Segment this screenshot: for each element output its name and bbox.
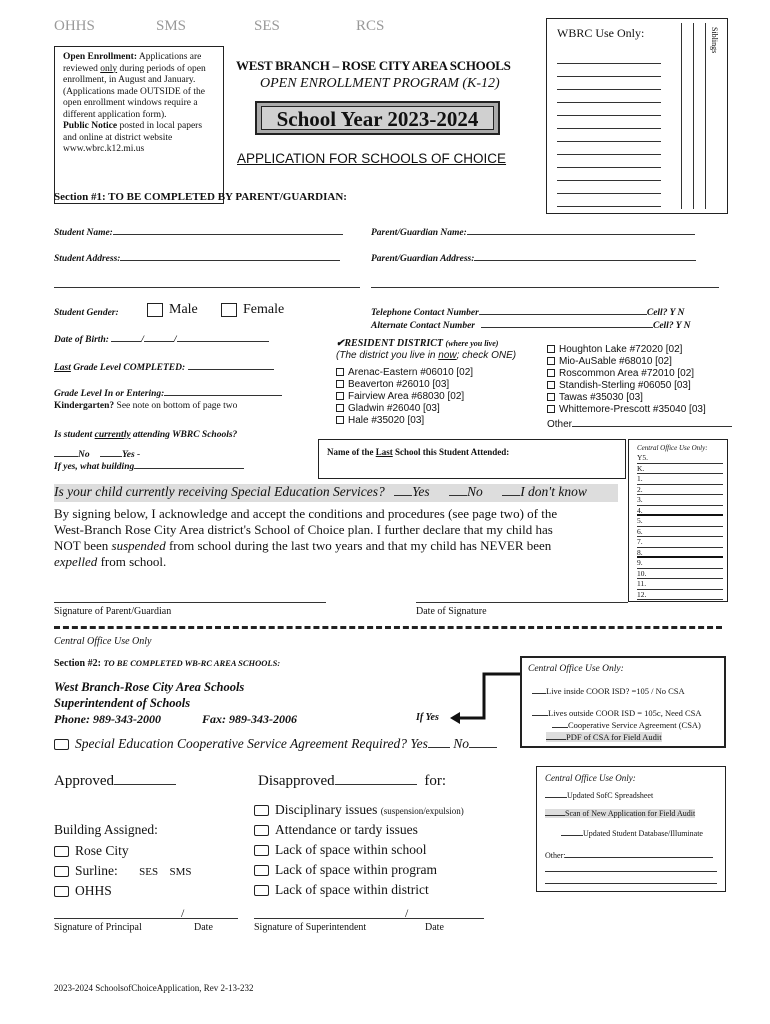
approved-row (54, 773, 176, 790)
district-option[interactable]: Gladwin #26040 [03] (336, 403, 473, 415)
resident-note-now: now (438, 350, 457, 361)
district-checkbox[interactable] (547, 381, 555, 389)
if-yes-building-label: If yes, what building (54, 462, 135, 472)
attending-currently: currently (94, 430, 131, 440)
dob-day-field[interactable] (144, 341, 174, 342)
office-item: Updated Student Database/Illuminate (561, 829, 703, 838)
phone-label: Telephone Contact Number (371, 308, 479, 318)
other-district-label: Other (547, 419, 573, 430)
wbrc-use-only-box (546, 18, 728, 214)
grade-line[interactable]: 5. (637, 516, 723, 527)
parent-address-row (371, 254, 696, 264)
section-separator (54, 626, 722, 629)
approved-field[interactable] (114, 784, 176, 785)
reason-checkbox[interactable] (254, 845, 269, 856)
disapproval-reasons (254, 802, 524, 902)
wbrc-label: WBRC Use Only: (557, 26, 645, 40)
open-enrollment-box (54, 46, 224, 204)
reason-checkbox[interactable] (254, 865, 269, 876)
office-item-field[interactable] (545, 797, 567, 798)
grade-line[interactable]: 3. (637, 495, 723, 506)
kindergarten-row (54, 401, 237, 411)
female-label: Female (243, 302, 285, 317)
last-school-box[interactable] (318, 439, 626, 479)
district-option[interactable]: Beaverton #26010 [03] (336, 379, 473, 391)
last-grade-label: Grade Level COMPLETED: (73, 363, 186, 373)
section2-title-row (54, 658, 280, 669)
coor-outside-row: Lives outside COOR ISD = 105c, Need CSA (532, 708, 702, 718)
coor-pdf-row: PDF of CSA for Field Audit (546, 732, 662, 742)
coor-inside-row: Live inside COOR ISD? =105 / No CSA (532, 686, 685, 696)
office-item: Scan of New Application for Field Audit (545, 809, 695, 818)
parent-name-field[interactable] (467, 234, 695, 235)
disapproved-label: Disapproved (258, 773, 335, 789)
sped-yes-field[interactable] (394, 495, 412, 496)
grade-line[interactable]: 7. (637, 537, 723, 548)
district-checkbox[interactable] (336, 368, 344, 376)
grade-entering-field[interactable] (164, 395, 282, 396)
district-option[interactable]: Arenac-Eastern #06010 [02] (336, 367, 473, 379)
district-option[interactable]: Hale #35020 [03] (336, 415, 473, 427)
resident-note1: (The district you live in (336, 350, 436, 361)
district-checkbox[interactable] (336, 416, 344, 424)
central-grades-title: Central Office Use Only: (637, 444, 708, 452)
coor-csa-row: Cooperative Service Agreement (CSA) (552, 720, 701, 730)
dob-label: Date of Birth: (54, 335, 109, 345)
attending-no-label: No (78, 450, 90, 460)
student-name-field[interactable] (113, 234, 343, 235)
grade-line[interactable]: 4. (637, 506, 723, 517)
ohhs-checkbox[interactable] (54, 886, 69, 897)
school-ses: SES (254, 18, 280, 34)
acknowledgement-text: By signing below, I acknowledge and accept the conditions and procedures (see page two) of the West-Branch Rose City Area district's School of Choice plan. I further declare that my child has NOT been suspended from school during the last two years and that my child has NEVER been expelled from school. (54, 506, 558, 569)
other-district-field[interactable] (572, 426, 732, 427)
csa-yes-field[interactable] (428, 747, 450, 748)
coor-box (520, 656, 726, 748)
district-title: WEST BRANCH – ROSE CITY AREA SCHOOLS (236, 58, 511, 73)
surline-checkbox[interactable] (54, 866, 69, 877)
superintendent-signature-label: Signature of Superintendent (254, 922, 367, 933)
student-name-label: Student Name: (54, 228, 113, 238)
sped-no-label: No (467, 484, 483, 499)
grade-line[interactable]: Y5. (637, 453, 723, 464)
gender-label: Student Gender: (54, 308, 119, 318)
disapproved-row (258, 773, 446, 790)
district-option[interactable]: Standish-Sterling #06050 [03] (547, 380, 706, 392)
grade-line[interactable]: 6. (637, 527, 723, 538)
footer-text: 2023-2024 SchoolsofChoiceApplication, Rev 2-13-232 (54, 983, 254, 993)
program-title: OPEN ENROLLMENT PROGRAM (K-12) (260, 76, 500, 91)
other-district-row (547, 419, 732, 430)
office-other-row: Other: (545, 851, 713, 860)
school-year-title: School Year 2023-2024 (261, 106, 494, 130)
coor-pdf-field[interactable] (546, 739, 566, 740)
surline-ses: SES (139, 866, 159, 878)
districts-left (336, 367, 473, 427)
open-enrollment-only: only (100, 63, 118, 74)
if-yes-building-row (54, 462, 244, 472)
district-checkbox[interactable] (547, 405, 555, 413)
siblings-label: Siblings (710, 27, 719, 54)
section2-title: Section #2: (54, 658, 101, 669)
reason-option[interactable]: Lack of space within district (254, 882, 524, 902)
grade-line[interactable]: 1. (637, 474, 723, 485)
student-address-row (54, 254, 340, 264)
resident-note (336, 350, 516, 361)
approved-label: Approved (54, 773, 114, 789)
sped-no-field[interactable] (449, 495, 467, 496)
grade-entering-label: Grade Level In or Entering: (54, 389, 165, 399)
building-ohhs[interactable]: OHHS (54, 883, 112, 899)
resident-note2: ; check ONE) (456, 350, 517, 361)
phone-field[interactable] (479, 314, 647, 315)
dob-year-field[interactable] (177, 341, 269, 342)
parent-address-field[interactable] (474, 260, 696, 261)
dob-month-field[interactable] (111, 341, 141, 342)
last-grade-underlined: Last (54, 363, 71, 373)
district-checkbox[interactable] (336, 392, 344, 400)
district-checkbox[interactable] (547, 369, 555, 377)
last-grade-row (54, 363, 274, 373)
disapproved-for: for: (424, 773, 447, 789)
principal-signature-line[interactable] (54, 918, 238, 919)
grade-line[interactable]: 11. (637, 579, 723, 590)
alt-phone-row (371, 321, 690, 331)
signature-date-label: Date of Signature (416, 606, 487, 617)
grade-line[interactable]: 12. (637, 590, 723, 601)
sped-idk-field[interactable] (502, 495, 520, 496)
surline-sms: SMS (169, 866, 192, 878)
district-option[interactable]: Roscommon Area #72010 [02] (547, 368, 706, 380)
attending-yes-label: Yes - (122, 450, 141, 460)
last-school-label: Name of the Last School this Student Attended: (327, 447, 510, 457)
grade-line[interactable]: 2. (637, 485, 723, 496)
office-other-line[interactable] (545, 883, 717, 884)
parent-signature-line[interactable] (54, 602, 326, 603)
if-yes-building-field[interactable] (134, 468, 244, 469)
building-rose-city[interactable]: Rose City (54, 843, 129, 859)
office-item: Updated SofC Spreadsheet (545, 791, 653, 800)
phone-row (371, 308, 684, 318)
central-office-use-only-label: Central Office Use Only (54, 636, 152, 647)
gender-male-option[interactable] (147, 302, 198, 318)
alt-cell-yn: Cell? Y N (652, 321, 691, 331)
district-checkbox[interactable] (547, 345, 555, 353)
reason-option[interactable]: Attendance or tardy issues (254, 822, 524, 842)
coor-outside-field[interactable] (532, 715, 548, 716)
section2-phone: Phone: 989-343-2000 (54, 712, 161, 726)
public-notice-text: posted in local papers and online at district website www.wbrc.k12.mi.us (63, 121, 203, 154)
reason-checkbox[interactable] (254, 805, 269, 816)
section2-superintendent: Superintendent of Schools (54, 696, 191, 710)
dob-row: Date of Birth: / / (54, 335, 269, 345)
reason-option[interactable]: Disciplinary issues (suspension/expulsion) (254, 802, 524, 822)
attending-yes-field[interactable] (100, 456, 122, 457)
central-grades-list (637, 453, 723, 600)
school-rcs: RCS (356, 18, 385, 34)
reason-checkbox[interactable] (254, 885, 269, 896)
office-item-field[interactable] (561, 835, 583, 836)
section1-title: Section #1: TO BE COMPLETED BY PARENT/GUARDIAN: (54, 191, 347, 203)
parent-name-row (371, 228, 695, 238)
principal-date-label: Date (194, 922, 213, 933)
female-checkbox[interactable] (221, 303, 237, 317)
district-checkbox[interactable] (547, 357, 555, 365)
office-use-title: Central Office Use Only: (545, 773, 636, 783)
resident-district-title: ✔RESIDENT DISTRICT (where you live) (336, 338, 499, 349)
district-option[interactable]: Mio-AuSable #68010 [02] (547, 356, 706, 368)
male-checkbox[interactable] (147, 303, 163, 317)
parent-signature-label: Signature of Parent/Guardian (54, 606, 172, 617)
gender-female-option[interactable] (221, 302, 284, 318)
csa-question: Special Education Cooperative Service Agreement Required? Yes (75, 736, 428, 751)
attending-q1: Is student (54, 430, 93, 440)
last-grade-field[interactable] (188, 369, 274, 370)
student-address-label: Student Address: (54, 254, 121, 264)
building-assigned-label: Building Assigned: (54, 822, 158, 837)
csa-checkbox[interactable] (54, 739, 69, 750)
office-other-line[interactable] (545, 871, 717, 872)
grade-line[interactable]: 10. (637, 569, 723, 580)
alt-phone-field[interactable] (481, 327, 653, 328)
sped-yes-label: Yes (412, 484, 430, 499)
coor-inside-field[interactable] (532, 693, 546, 694)
building-surline[interactable]: Surline: SES SMS (54, 863, 192, 879)
district-checkbox[interactable] (336, 404, 344, 412)
parent-name-label: Parent/Guardian Name: (371, 228, 467, 238)
resident-paren: (where you live) (445, 339, 499, 348)
rose-city-checkbox[interactable] (54, 846, 69, 857)
school-sms: SMS (156, 18, 187, 34)
student-address-line2[interactable] (54, 287, 360, 288)
csa-no-field[interactable] (469, 747, 497, 748)
school-year-box (255, 101, 500, 135)
superintendent-signature-line[interactable] (254, 918, 484, 919)
open-enrollment-text2: during periods of open enrollment, in August and January. (Applications made OUTSIDE of the open enrollment windows require a different application form). (63, 63, 206, 120)
section2-district-name: West Branch-Rose City Area Schools (54, 680, 245, 694)
grade-entering-row (54, 389, 282, 399)
alt-phone-label: Alternate Contact Number (371, 321, 475, 331)
parent-address-line2[interactable] (371, 287, 719, 288)
section2-fax: Fax: 989-343-2006 (202, 712, 297, 726)
grade-line[interactable]: 9. (637, 558, 723, 569)
principal-signature-label: Signature of Principal (54, 922, 142, 933)
kindergarten-label: Kindergarten? (54, 401, 115, 411)
section2-title-rest: TO BE COMPLETED WB-RC AREA SCHOOLS: (103, 658, 281, 668)
attending-no-field[interactable] (54, 456, 78, 457)
disapproved-field[interactable] (335, 784, 417, 785)
office-use-box (536, 766, 726, 892)
attending-answers (54, 450, 140, 460)
attending-q2: attending WBRC Schools? (132, 430, 238, 440)
wbrc-lines (557, 51, 661, 207)
kindergarten-note: See note on bottom of page two (116, 401, 238, 411)
superintendent-date-label: Date (425, 922, 444, 933)
application-title: APPLICATION FOR SCHOOLS OF CHOICE (237, 151, 507, 166)
districts-right (547, 344, 706, 416)
csa-row (54, 736, 497, 752)
student-name-row (54, 228, 343, 238)
student-address-field[interactable] (120, 260, 340, 261)
cell-yn: Cell? Y N (646, 308, 685, 318)
csa-no-label: No (453, 736, 470, 751)
public-notice-title: Public Notice (63, 121, 118, 131)
district-option[interactable]: Whittemore-Prescott #35040 [03] (547, 404, 706, 416)
office-item-field[interactable] (545, 815, 565, 816)
male-label: Male (169, 302, 198, 317)
attending-question (54, 430, 237, 440)
open-enrollment-title: Open Enrollment: (63, 52, 137, 62)
arrow-icon (448, 670, 524, 726)
district-option[interactable]: Houghton Lake #72020 [02] (547, 344, 706, 356)
sped-row (54, 484, 587, 500)
sped-question: Is your child currently receiving Special Education Services? (54, 484, 385, 499)
central-grades-box (628, 439, 728, 602)
if-yes-label: If Yes (416, 712, 439, 723)
district-option[interactable]: Tawas #35030 [03] (547, 392, 706, 404)
open-enrollment-text1: Applications are reviewed (63, 52, 202, 74)
sped-idk-label: I don't know (520, 484, 587, 499)
grade-line[interactable]: K. (637, 464, 723, 475)
coor-title: Central Office Use Only: (528, 664, 624, 674)
resident-title: RESIDENT DISTRICT (344, 338, 444, 349)
reason-option[interactable]: Lack of space within school (254, 842, 524, 862)
grade-line[interactable]: 8. (637, 548, 723, 559)
office-other-field[interactable] (565, 857, 713, 858)
coor-csa-field[interactable] (552, 727, 568, 728)
reason-checkbox[interactable] (254, 825, 269, 836)
reason-option[interactable]: Lack of space within program (254, 862, 524, 882)
school-ohhs: OHHS (54, 18, 95, 34)
district-checkbox[interactable] (547, 393, 555, 401)
district-option[interactable]: Fairview Area #68030 [02] (336, 391, 473, 403)
signature-date-line[interactable] (416, 602, 628, 603)
parent-address-label: Parent/Guardian Address: (371, 254, 475, 264)
district-checkbox[interactable] (336, 380, 344, 388)
